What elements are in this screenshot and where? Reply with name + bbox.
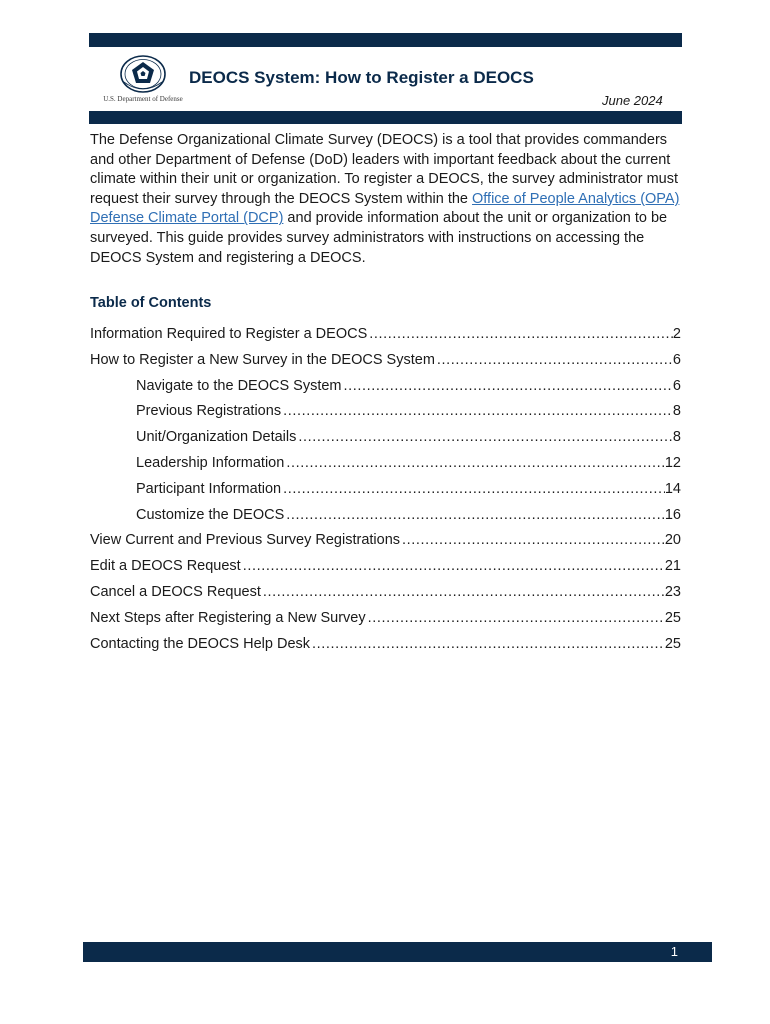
toc-entry-page: 16 bbox=[664, 506, 681, 523]
toc-entry-page: 6 bbox=[672, 351, 681, 368]
toc-entry-page: 25 bbox=[664, 609, 681, 626]
toc-dot-leader bbox=[241, 556, 665, 576]
toc-entry[interactable] bbox=[90, 582, 681, 602]
toc-entry[interactable] bbox=[136, 505, 681, 525]
toc-entry[interactable] bbox=[136, 401, 681, 421]
toc-dot-leader bbox=[342, 376, 673, 396]
toc-dot-leader bbox=[261, 582, 665, 602]
toc-entry-title: Cancel a DEOCS Request bbox=[90, 584, 261, 600]
toc-entry-title: Next Steps after Registering a New Survey bbox=[90, 609, 366, 626]
dcp-portal-link[interactable]: Office of People Analytics (OPA) Defense Climate Portal (DCP) bbox=[90, 190, 680, 227]
intro-paragraph bbox=[90, 131, 690, 268]
toc-entry[interactable] bbox=[90, 324, 681, 344]
toc-entry-page: 14 bbox=[664, 480, 681, 497]
toc-entry-title: Information Required to Register a DEOCS bbox=[90, 326, 368, 342]
toc-dot-leader bbox=[310, 634, 665, 654]
toc-entry[interactable] bbox=[90, 634, 681, 654]
toc-dot-leader bbox=[284, 453, 665, 473]
toc-entry-page: 6 bbox=[672, 377, 681, 394]
top-rule-bar bbox=[89, 33, 682, 47]
toc-entry-title: Edit a DEOCS Request bbox=[90, 558, 241, 575]
toc-entry-page: 2 bbox=[672, 326, 681, 342]
toc-entry-title: How to Register a New Survey in the DEOCS System bbox=[90, 351, 435, 368]
header-rule-bar bbox=[89, 111, 682, 124]
toc-entry-title: Customize the DEOCS bbox=[136, 506, 285, 523]
intro-text-before-link: The Defense Organizational Climate Survey (DEOCS) is a tool that provides commanders and other Department of Defense (DoD) leaders with important feedback about the current climate within their unit or organization. To register a DEOCS, the survey administrator must request their survey through the DEOCS System within the bbox=[90, 132, 679, 207]
toc-entry-title: Participant Information bbox=[136, 480, 282, 497]
intro-text-after-link: and provide information about the unit or organization to be surveyed. This guide provides survey administrators with instructions on accessing the DEOCS System and registering a DEOCS. bbox=[90, 210, 668, 266]
toc-entry-title: Navigate to the DEOCS System bbox=[136, 377, 342, 394]
toc-entry-title: Contacting the DEOCS Help Desk bbox=[90, 635, 311, 652]
toc-entry-title: Previous Registrations bbox=[136, 403, 282, 420]
toc-dot-leader bbox=[435, 350, 673, 370]
toc-dot-leader bbox=[296, 427, 673, 447]
toc-dot-leader bbox=[281, 479, 665, 499]
toc-entry[interactable] bbox=[90, 530, 681, 550]
toc-entry-title: Leadership Information bbox=[136, 455, 285, 471]
toc-entry-page: 23 bbox=[664, 584, 681, 600]
toc-entry[interactable] bbox=[136, 479, 681, 499]
toc-entry-page: 12 bbox=[664, 455, 681, 471]
publication-date: June 2024 bbox=[602, 93, 663, 108]
page-number: 1 bbox=[670, 944, 678, 959]
footer-bar bbox=[83, 942, 712, 962]
seal-caption: U.S. Department of Defense bbox=[103, 95, 183, 103]
toc-entry-page: 8 bbox=[672, 429, 681, 446]
toc-entry[interactable] bbox=[136, 427, 681, 447]
toc-entry-page: 25 bbox=[664, 635, 681, 652]
toc-entry[interactable] bbox=[136, 376, 681, 396]
toc-entry-page: 20 bbox=[664, 532, 681, 549]
toc-entry-title: View Current and Previous Survey Registrations bbox=[90, 532, 401, 549]
page-title: DEOCS System: How to Register a DEOCS bbox=[189, 68, 534, 87]
toc-dot-leader bbox=[284, 505, 665, 525]
toc-entry-page: 21 bbox=[664, 558, 681, 575]
toc-dot-leader bbox=[281, 401, 673, 421]
toc-heading: Table of Contents bbox=[90, 295, 212, 311]
toc-entry-page: 8 bbox=[672, 403, 681, 420]
toc-entry[interactable] bbox=[90, 350, 681, 370]
toc-dot-leader bbox=[367, 324, 673, 344]
toc-entry[interactable] bbox=[90, 608, 681, 628]
toc-entry[interactable] bbox=[90, 556, 681, 576]
toc-dot-leader bbox=[400, 530, 665, 550]
toc-entry[interactable] bbox=[136, 453, 681, 473]
toc-dot-leader bbox=[366, 608, 665, 628]
toc-entry-title: Unit/Organization Details bbox=[136, 429, 297, 446]
